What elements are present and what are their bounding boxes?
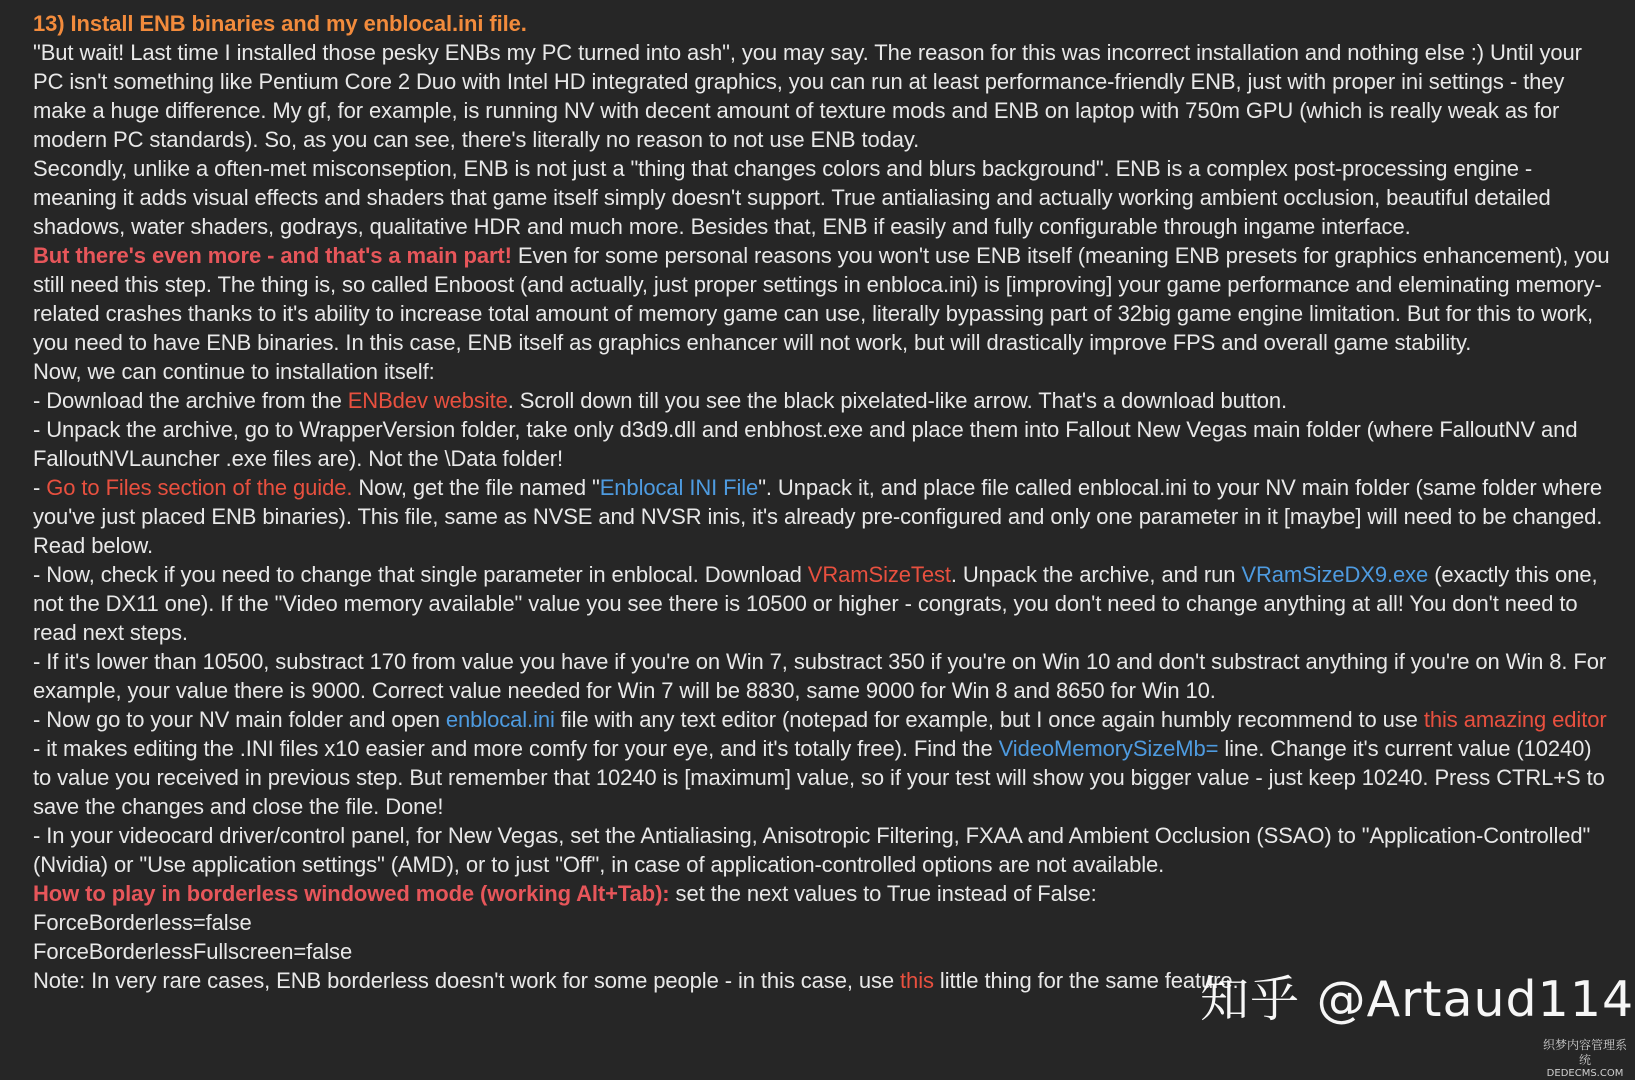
- this-link[interactable]: this: [900, 968, 934, 993]
- enblocal-ini-link[interactable]: enblocal.ini: [445, 707, 555, 732]
- dedecms-logo-top: 织梦内容管理系统: [1543, 1038, 1628, 1067]
- step-unpack: - Unpack the archive, go to WrapperVersion folder, take only d3d9.dll and enbhost.exe and place them into Fallout New Vegas main folder (where FalloutNV and FalloutNVLauncher .exe files are). Not the \Data folder!: [33, 417, 1578, 471]
- step-files-text: Now, get the file named ": [352, 475, 600, 500]
- dedecms-logo: [1543, 1038, 1628, 1079]
- step-files-text-end: ". Unpack it, and place file called enblocal.ini to your NV main folder (same folder where you've just placed ENB binaries). This file, same as NVSE and NVSR inis, it's already pre-configured and only one parameter in it [maybe] will need to be changed. Read below.: [33, 475, 1603, 558]
- config-line-borderless: ForceBorderless=false: [33, 910, 252, 935]
- step-edit-text-end: line. Change it's current value (10240) to value you received in previous step. But remember that 10240 is [maximum] value, so if your test will show you bigger value - just keep 10240. Press CTRL+S to save the changes and close the file. Done!: [33, 736, 1605, 819]
- borderless-heading: How to play in borderless windowed mode (working Alt+Tab):: [33, 881, 670, 906]
- step-check-vram: [33, 560, 1613, 647]
- step-check-text: - Now, check if you need to change that single parameter in enblocal. Download: [33, 562, 808, 587]
- step-edit-text-mid2: - it makes editing the .INI files x10 easier and more comfy for your eye, and it's totally free). Find the: [33, 736, 999, 761]
- step-driver-settings: - In your videocard driver/control panel, for New Vegas, set the Antialiasing, Anisotropic Filtering, FXAA and Ambient Occlusion (SSAO) to "Application-Controlled" (Nvidia) or "Use application settings" (AMD), or to just "Off", in case of application-controlled options are not available.: [33, 823, 1591, 877]
- vramsizetest-link[interactable]: VRamSizeTest: [807, 562, 951, 587]
- borderless-text: set the next values to True instead of False:: [669, 881, 1097, 906]
- step-download-text: - Download the archive from the: [33, 388, 348, 413]
- step-download-text-end: . Scroll down till you see the black pixelated-like arrow. That's a download button.: [507, 388, 1288, 413]
- step-check-text-mid: . Unpack the archive, and run: [950, 562, 1242, 587]
- enboost-paragraph: [33, 241, 1613, 357]
- enboost-text: Even for some personal reasons you won't use ENB itself (meaning ENB presets for graphics enhancement), you still need this step. The thing is, so called Enboost (and actually, just proper settings in enbloca.ini) is [improving] your game performance and eleminating memory-related crashes thanks to it's ability to increase total amount of memory game can use, literally bypassing part of 32big game engine limitation. But for this to work, you need to have ENB binaries. In this case, ENB itself as graphics enhancer will not work, but will drastically improve FPS and overall game stability.: [33, 243, 1610, 355]
- files-section-link[interactable]: Go to Files section of the guide.: [46, 475, 353, 500]
- videomemorysizemb-link[interactable]: VideoMemorySizeMb=: [998, 736, 1219, 761]
- config-line-borderless-fullscreen: ForceBorderlessFullscreen=false: [33, 939, 353, 964]
- vramsizedx9-link[interactable]: VRamSizeDX9.exe: [1241, 562, 1429, 587]
- enb-description-paragraph: Secondly, unlike a often-met misconseption, ENB is not just a "thing that changes colors and blurs background". ENB is a complex post-processing engine - meaning it adds visual effects and shaders that game itself simply doesn't support. True antialiasing and actually working ambient occlusion, beautiful detailed shadows, water shaders, godrays, qualitative HDR and much more. Besides that, ENB if easily and fully configurable through ingame interface.: [33, 156, 1551, 239]
- step-files-prefix: -: [33, 475, 47, 500]
- borderless-paragraph: [33, 879, 1613, 908]
- step-edit-ini: [33, 705, 1613, 821]
- step-edit-text: - Now go to your NV main folder and open: [33, 707, 446, 732]
- step-edit-text-mid: file with any text editor (notepad for example, but I once again humbly recommend to use: [554, 707, 1424, 732]
- enbdev-website-link[interactable]: ENBdev website: [347, 388, 508, 413]
- note-text-end: little thing for the same feature.: [933, 968, 1239, 993]
- section-title: 13) Install ENB binaries and my enblocal.ini file.: [33, 11, 527, 36]
- guide-section: [33, 9, 1613, 995]
- step-files-section: [33, 473, 1613, 560]
- enblocal-ini-file-link[interactable]: Enblocal INI File: [599, 475, 759, 500]
- zhihu-watermark: 知乎 @Artaud114: [1200, 971, 1635, 1028]
- dedecms-logo-bottom: DEDECMS.COM: [1546, 1068, 1624, 1079]
- intro-paragraph: "But wait! Last time I installed those pesky ENBs my PC turned into ash", you may say. The reason for this was incorrect installation and nothing else :) Until your PC isn't something like Pentium Core 2 Duo with Intel HD integrated graphics, you can run at least performance-friendly ENB, just with proper ini settings - they make a huge difference. My gf, for example, is running NV with decent amount of texture mods and ENB on laptop with 750m GPU (which is really weak as for modern PC standards). So, as you can see, there's literally no reason to not use ENB today.: [33, 40, 1582, 152]
- main-part-heading: But there's even more - and that's a main part!: [33, 243, 512, 268]
- amazing-editor-link[interactable]: this amazing editor: [1423, 707, 1607, 732]
- note-text: Note: In very rare cases, ENB borderless doesn't work for some people - in this case, use: [33, 968, 901, 993]
- step-download: [33, 386, 1613, 415]
- step-calculate-value: - If it's lower than 10500, substract 170 from value you have if you're on Win 7, substract 350 if you're on Win 10 and don't substract anything if you're on Win 8. For example, your value there is 9000. Correct value needed for Win 7 will be 8830, same 9000 for Win 8 and 8650 for Win 10.: [33, 649, 1607, 703]
- step-check-text-end: (exactly this one, not the DX11 one). If the "Video memory available" value you see there is 10500 or higher - congrats, you don't need to change anything at all! You don't need to read next steps.: [33, 562, 1598, 645]
- installation-intro: Now, we can continue to installation itself:: [33, 359, 435, 384]
